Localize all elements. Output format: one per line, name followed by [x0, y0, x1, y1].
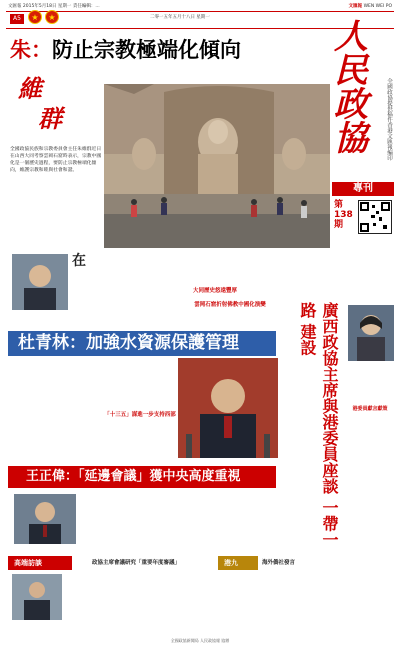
byline-char-2: 群 [38, 104, 62, 133]
story-2-column-1 [72, 254, 168, 268]
du-qinglin-headline: 杜青林：加強水資源保護管理 [8, 331, 276, 356]
headline-text: 防止宗教極端化傾向 [52, 37, 241, 62]
masthead-subtitle: 全國政協提供稿件香港文匯報編印 [386, 78, 392, 161]
lead-paragraph: 全國政協民族和宗教委員會主任朱維群近日在山西大同考察雲岡石窟時表示，宗教中國化是一個歷史過程，要防止宗教極端化傾向，維護宗教和睦與社會和諧。 [10, 147, 102, 173]
dateline: 二零一五年五月十八日 星期一 [150, 15, 210, 20]
meeting-photo [12, 574, 62, 620]
bottom-left-title: 政協主席會議研究「重要年度審議」 [92, 560, 181, 566]
right-column-subhead: 港委員獻言獻策 [352, 406, 388, 412]
qr-code-icon[interactable] [358, 200, 392, 234]
brand-name-en: WEN WEI PO [363, 4, 392, 9]
vertical-headline: 廣西政協主席與港委員座談 一帶一路 建設 [298, 302, 339, 548]
header-rule [6, 11, 394, 12]
bottom-right-title: 海外僑社發言 [262, 560, 296, 566]
dropcap: 在 [72, 253, 86, 269]
issue-number: 第138期 [334, 200, 353, 230]
yungang-grottoes-photo [104, 84, 330, 248]
wang-zhengwei-photo [14, 494, 76, 544]
wang-zhengwei-headline: 王正偉：「延邊會議」獲中央高度重視 [8, 466, 276, 488]
headline-name: 朱： [10, 37, 52, 62]
bottom-left-label: 高端訪談 [8, 556, 72, 570]
masthead-title: 人民政協 [334, 17, 368, 159]
middle-subhead: 「十三五」謀進一步支持西部 [104, 412, 176, 418]
masthead [332, 16, 394, 228]
cppcc-emblem-icon: ★ [45, 10, 59, 24]
header-left-text: 文匯報 2015年5月18日 星期一 責任編輯：... [8, 4, 100, 9]
bottom-right-label: 港九 [218, 556, 258, 570]
brand-name: 文匯報 [348, 4, 363, 9]
header-brand [349, 3, 392, 9]
special-edition-label: 專刊 [332, 182, 394, 196]
page-footer: 全國政協新聞局 人民政協報 協辦 [170, 638, 230, 643]
story-2-subhead-2: 雲岡石窟折射佛教中國化演變 [194, 302, 266, 308]
headline-byline [18, 74, 62, 134]
emblem-icon: ★ [28, 10, 42, 24]
page-badge: A5 [10, 14, 24, 24]
page-header [0, 0, 400, 11]
byline-char-1: 維 [18, 74, 42, 103]
main-headline [10, 34, 241, 64]
du-qinglin-photo [178, 358, 278, 458]
official-portrait-photo [12, 254, 68, 310]
official-portrait-photo-2 [348, 305, 394, 361]
story-2-subhead-1: 大同歷史悠遠豐厚 [192, 288, 237, 294]
